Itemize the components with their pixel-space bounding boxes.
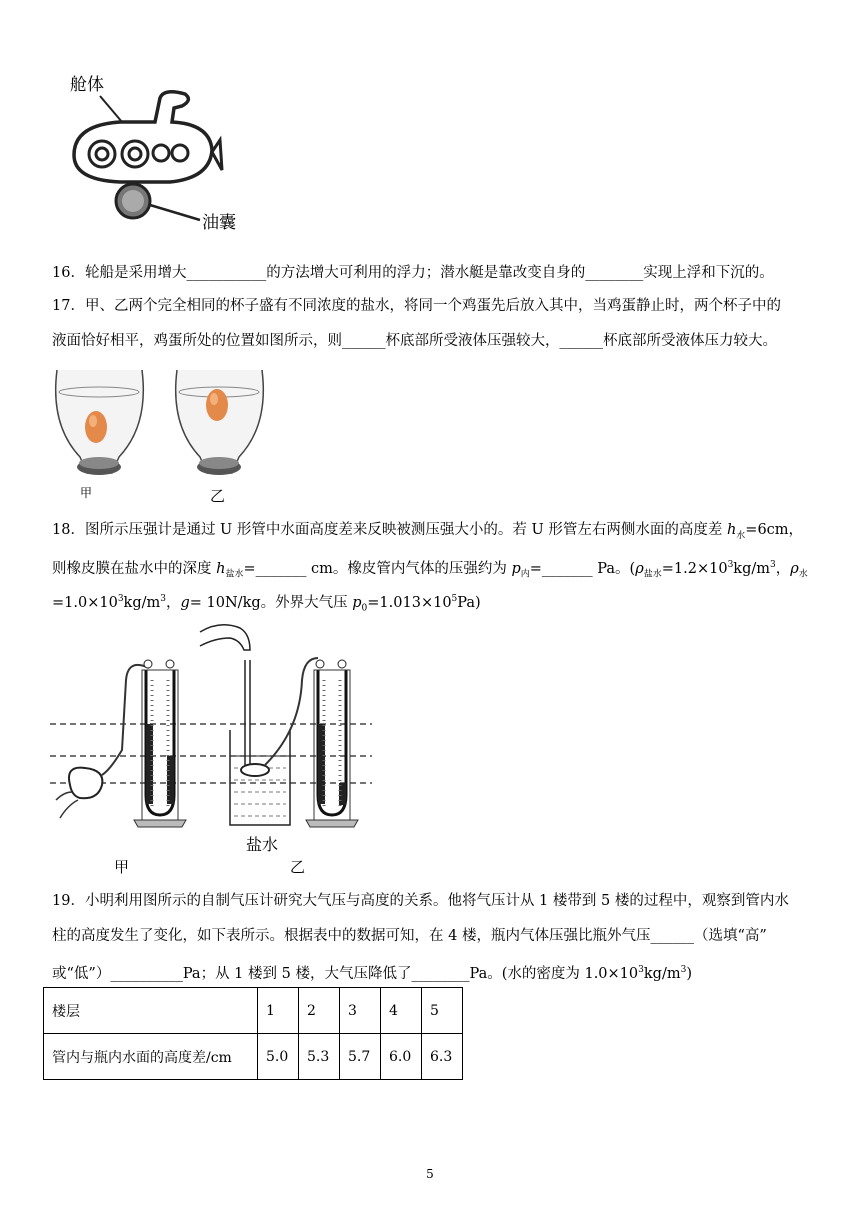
question-19-line-2: 柱的高度发生了变化，如下表所示。根据表中的数据可知，在 4 楼，瓶内气体压强比瓶外气压______（选填“高” [52,928,767,944]
egg-cups-figure [52,365,272,505]
table-cell: 6.3 [422,1034,463,1080]
table-row [44,988,463,1034]
gauge-label-yi: 乙 [290,858,306,876]
table-row-label: 管内与瓶内水面的高度差/cm [44,1034,258,1080]
table-cell: 6.0 [381,1034,422,1080]
question-17-line-1: 17．甲、乙两个完全相同的杯子盛有不同浓度的盐水，将同一个鸡蛋先后放入其中，当鸡蛋静止时，两个杯子中的 [52,298,781,314]
cup-label-yi: 乙 [210,487,226,505]
hull-label: 舱体 [70,75,104,95]
table-cell: 5.3 [299,1034,340,1080]
question-16: 16．轮船是采用增大___________的方法增大可利用的浮力；潜水艇是靠改变自身的________实现上浮和下沉的。 [52,265,774,281]
salt-water-label: 盐水 [246,835,279,854]
table-row [44,1034,463,1080]
question-18-line-3: $=1.0\times 10^3kg/m^3$，g= 10N/kg。外界大气压 $p_0=1.013\times 10^5Pa$) [52,594,481,614]
oil-bag-label: 油囊 [202,213,236,233]
table-cell: 1 [258,988,299,1034]
question-19-line-1: 19．小明利用图所示的自制气压计研究大气压与高度的关系。他将气压计从 1 楼带到 5 楼的过程中，观察到管内水 [52,893,789,909]
question-18-line-2: 则橡皮膜在盐水中的深度 $h_{盐水}=\_\_\_\_\_\_\_$ cm。橡皮管内气体的压强约为 $p_内=\_\_\_\_\_\_\_$ Pa。($\rho_{盐水}=1.2\times 10^3kg/m^3$，$\rho_水$ [52,560,808,580]
submarine-figure [60,60,260,240]
question-18-line-1: 18．图所示压强计是通过 U 形管中水面高度差来反映被测压强大小的。若 U 形管左右两侧水面的高度差 $h_水=6cm$， [52,522,804,541]
table-cell: 3 [340,988,381,1034]
pressure-gauge-figure [50,620,390,880]
table-cell: 5 [422,988,463,1034]
question-19-line-3: 或“低”）__________Pa；从 1 楼到 5 楼，大气压降低了________Pa。(水的密度为 $1.0\times 10^3kg/m^3$) [52,965,692,982]
table-cell: 4 [381,988,422,1034]
beaker-salt-water [200,625,318,854]
cup-label-jia: 甲 [80,486,93,500]
table-header-floor: 楼层 [44,988,258,1034]
gauge-label-jia: 甲 [114,858,130,876]
page-number: 5 [426,1167,434,1181]
table-cell: 5.7 [340,1034,381,1080]
u-tube-right [306,660,358,827]
table-cell: 2 [299,988,340,1034]
height-difference-table [43,987,463,1080]
table-cell: 5.0 [258,1034,299,1080]
question-17-line-2: 液面恰好相平，鸡蛋所处的位置如图所示，则______杯底部所受液体压强较大，______杯底部所受液体压力较大。 [52,333,777,349]
u-tube-left [56,660,186,827]
